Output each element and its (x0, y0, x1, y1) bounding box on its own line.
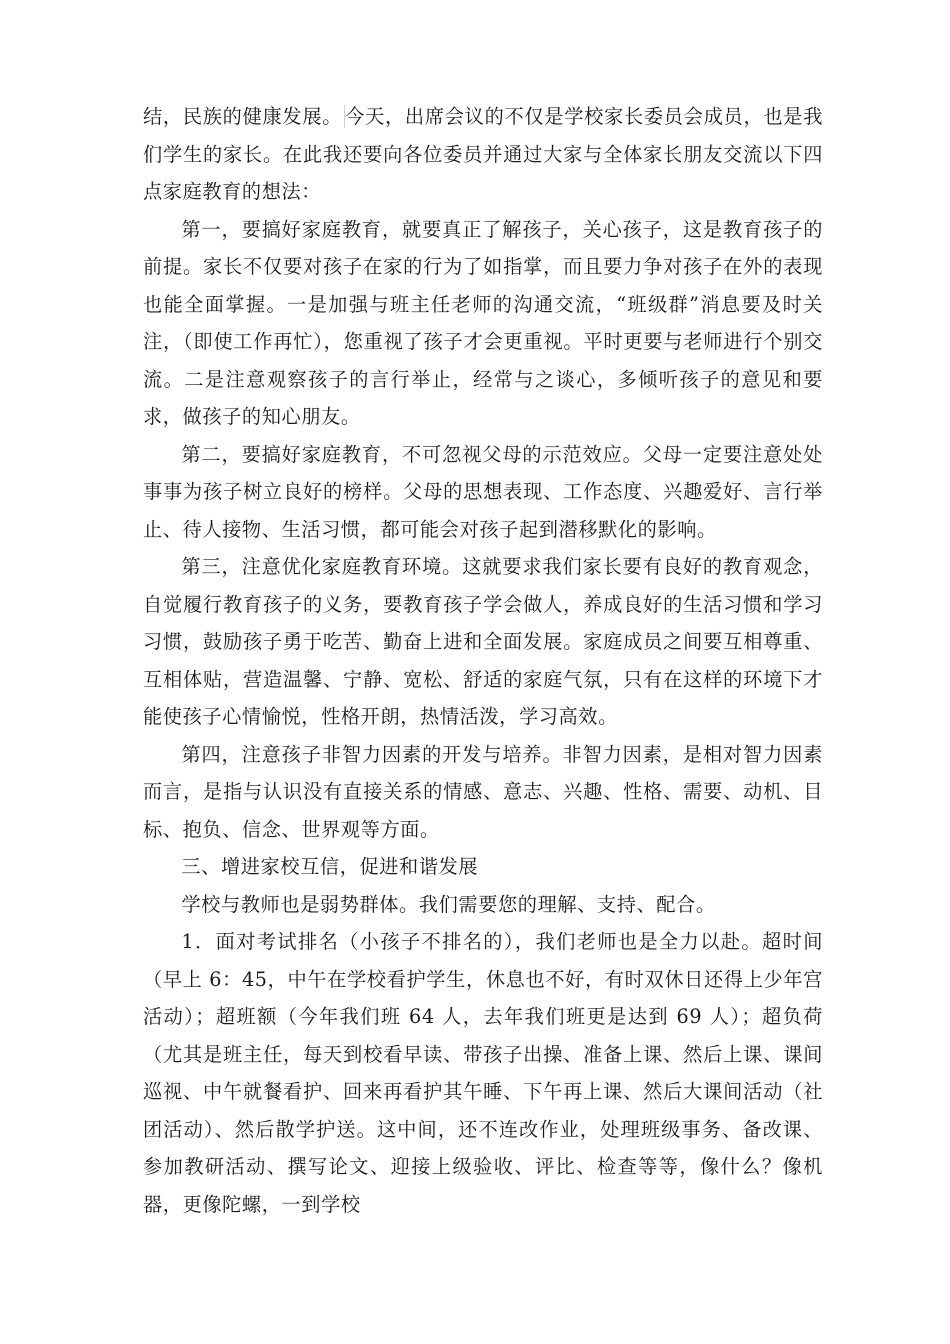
section-heading: 三、增进家校互信，促进和谐发展 (181, 855, 479, 878)
paragraph-text: 今天，出席会议的不仅是学校家长委员会成员，也是我们学生的家长。在此我还要向各位委员并通过大家与全体家长朋友交流以下四点家庭教育的想法： (143, 105, 823, 203)
document-body (143, 98, 823, 1223)
paragraph-point-three: 第三，注意优化家庭教育环境。这就要求我们家长要有良好的教育观念，自觉履行教育孩子的义务，要教育孩子学会做人，养成良好的生活习惯和学习习惯，鼓励孩子勇于吃苦、勤奋上进和全面发展。家庭成员之间要互相尊重、互相体贴，营造温馨、宁静、宽松、舒适的家庭气氛，只有在这样的环境下才能使孩子心情愉悦，性格开朗，热情活泼，学习高效。 (143, 555, 823, 728)
paragraph-continuation (143, 98, 823, 211)
paragraph-point-four: 第四，注意孩子非智力因素的开发与培养。非智力因素，是相对智力因素而言，是指与认识没有直接关系的情感、意志、兴趣、性格、需要、动机、目标、抱负、信念、世界观等方面。 (143, 742, 823, 841)
paragraph-point-two: 第二，要搞好家庭教育，不可忽视父母的示范效应。父母一定要注意处处事事为孩子树立良好的榜样。父母的思想表现、工作态度、兴趣爱好、言行举止、待人接物、生活习惯，都可能会对孩子起到潜移默化的影响。 (143, 442, 823, 541)
paragraph-fragment: 结，民族的健康发展。 (143, 105, 345, 128)
paragraph-point-one: 第一，要搞好家庭教育，就要真正了解孩子，关心孩子，这是教育孩子的前提。家长不仅要对孩子在家的行为了如指掌，而且要力争对孩子在外的表现也能全面掌握。一是加强与班主任老师的沟通交流，“班级群”消息要及时关注，（即使工作再忙），您重视了孩子才会更重视。平时更要与老师进行个别交流。二是注意观察孩子的言行举止，经常与之谈心，多倾听孩子的意见和要求，做孩子的知心朋友。 (143, 217, 823, 428)
paragraph-item-one: 1．面对考试排名（小孩子不排名的），我们老师也是全力以赴。超时间（早上 6：45，中午在学校看护学生，休息也不好，有时双休日还得上少年宫活动）；超班额（今年我们班 64 人，去年我们班更是达到 69 人）；超负荷（尤其是班主任，每天到校看早读、带孩子出操、准备上课、然后上课、课间巡视、中午就餐看护、回来再看护其午睡、下午再上课、然后大课间活动（社团活动）、然后散学护送。这中间，还不连改作业，处理班级事务、备改课、参加教研活动、撰写论文、迎接上级验收、评比、检查等等，像什么？像机器，更像陀螺，一到学校 (143, 930, 823, 1216)
paragraph-intro: 学校与教师也是弱势群体。我们需要您的理解、支持、配合。 (181, 892, 716, 916)
